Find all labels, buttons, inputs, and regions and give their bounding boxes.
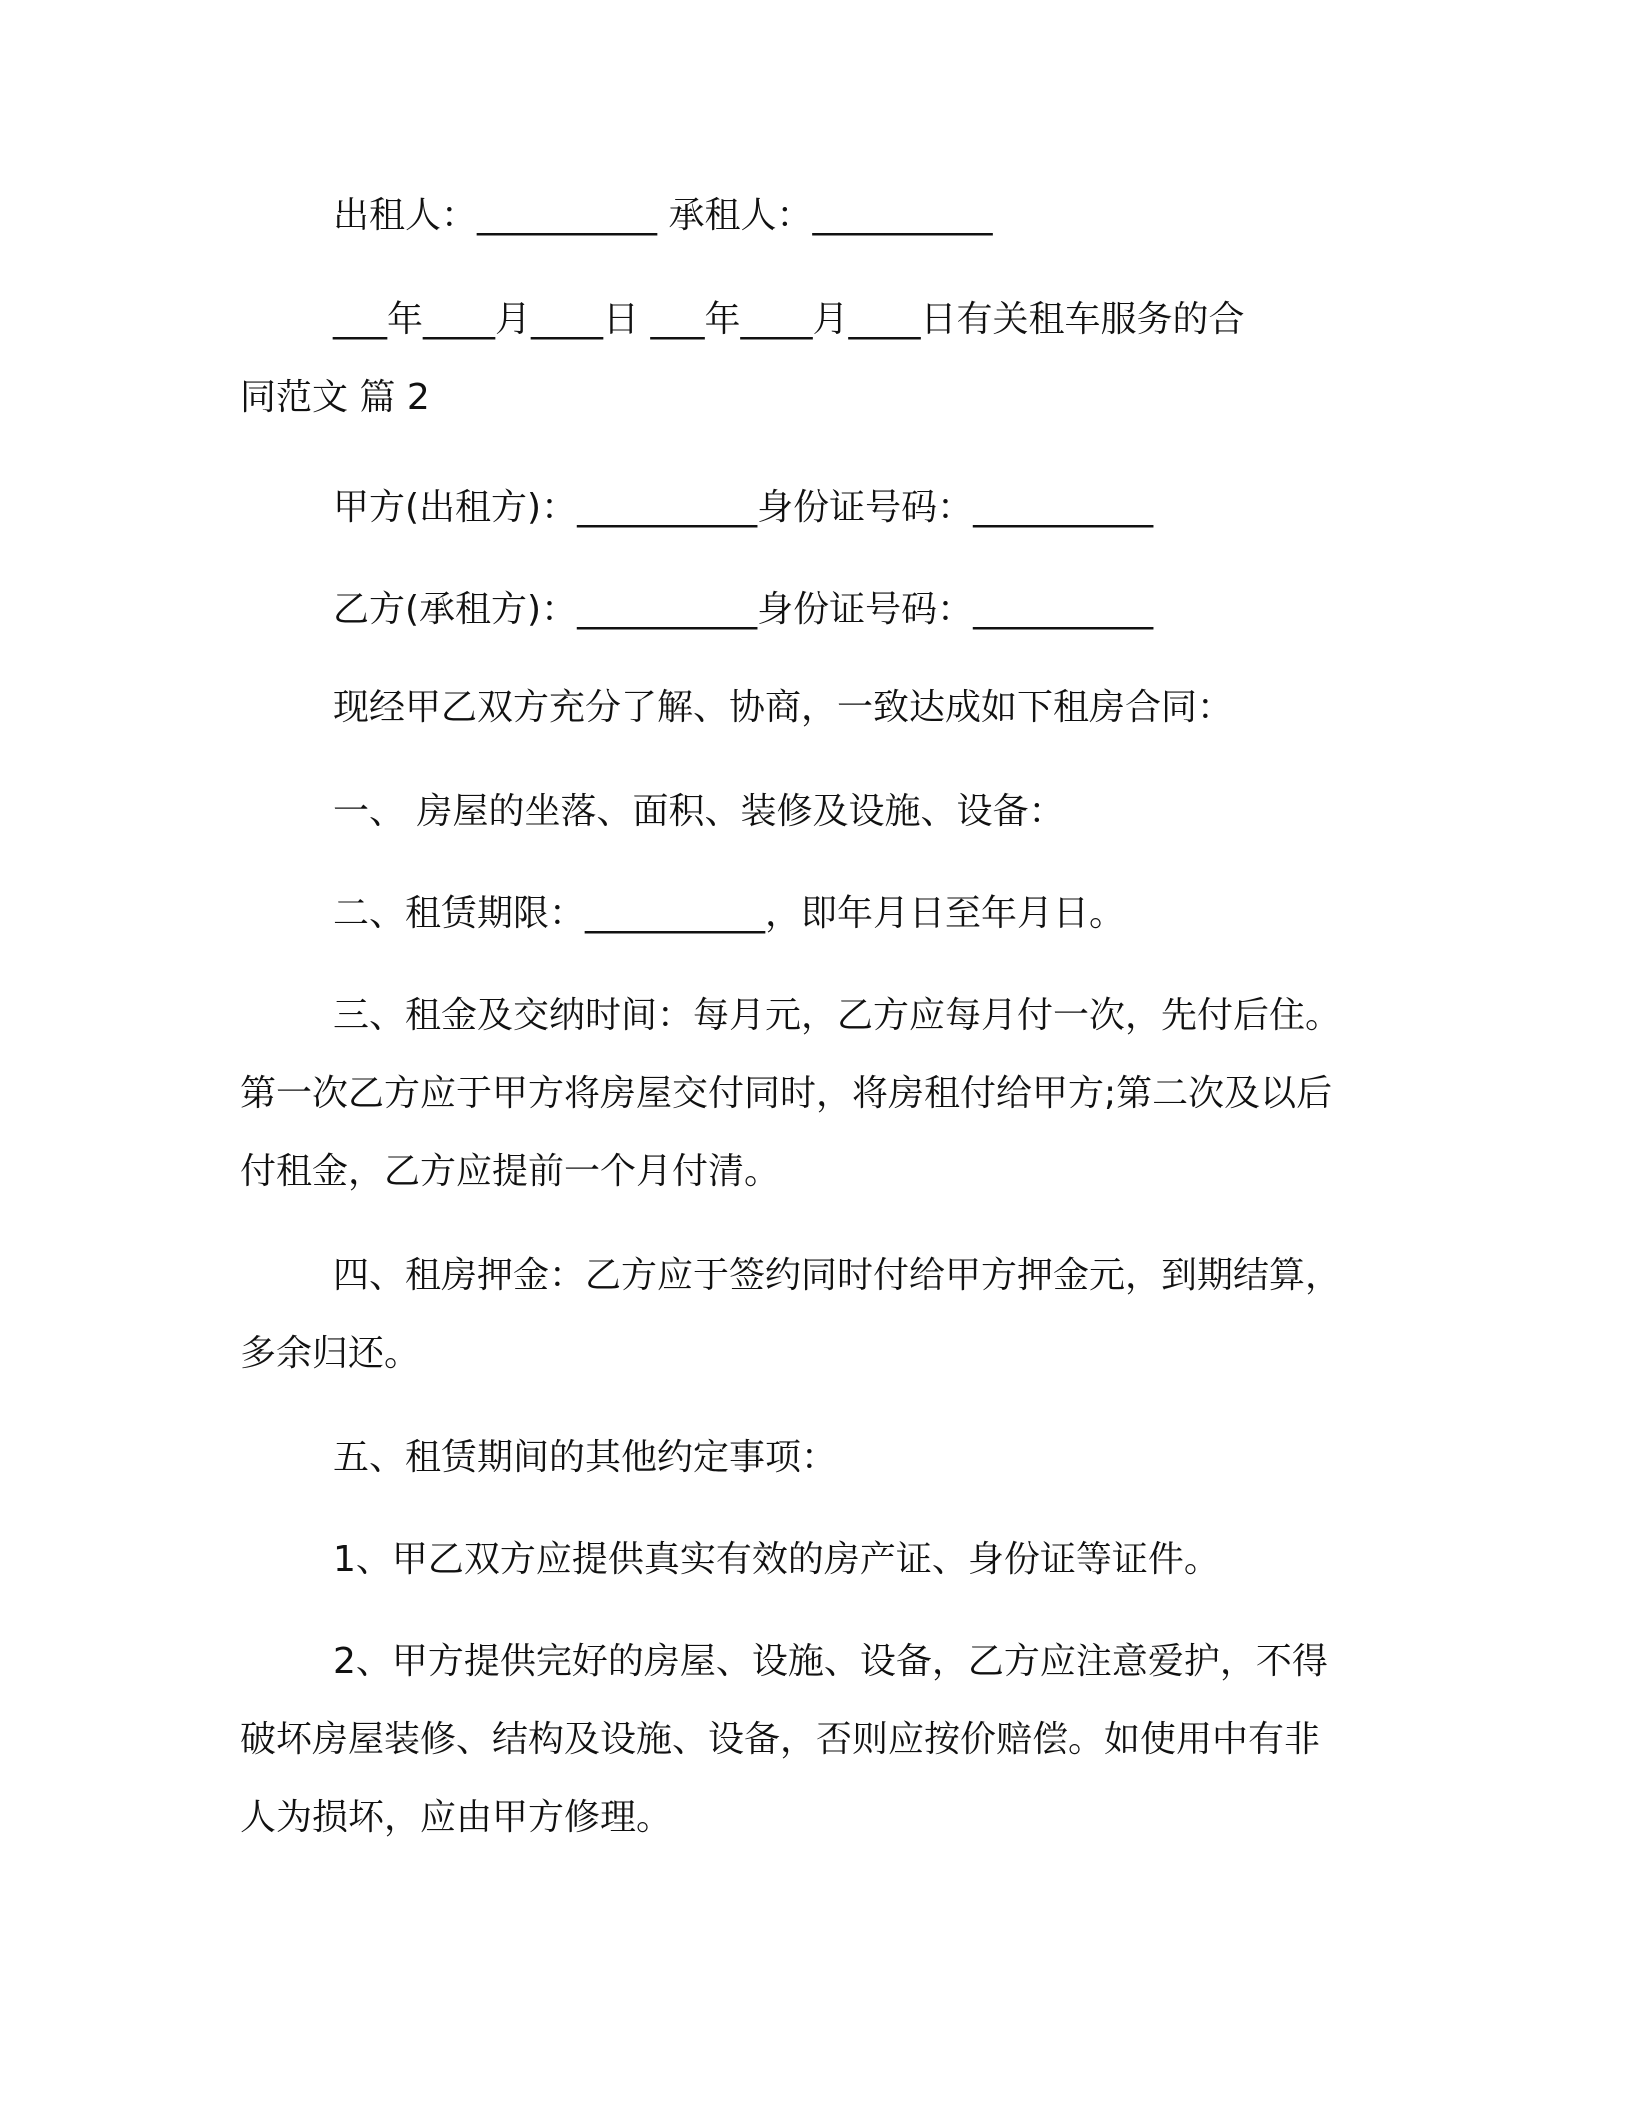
- item-2-line-2: 破坏房屋装修、结构及设施、设备，否则应按价赔偿。如使用中有非: [240, 1719, 1321, 1760]
- clause-5-heading: 五、租赁期间的其他约定事项：: [333, 1437, 838, 1478]
- item-2-line-3: 人为损坏，应由甲方修理。: [240, 1797, 673, 1838]
- party-b-line: 乙方(承租方)：__________身份证号码：__________: [333, 589, 1154, 630]
- intro-paragraph: 现经甲乙双方充分了解、协商，一致达成如下租房合同：: [333, 687, 1234, 728]
- clause-3-line-1: 三、租金及交纳时间：每月元，乙方应每月付一次，先付后住。: [333, 995, 1342, 1036]
- date-line: ___年____月____日 ___年____月____日有关租车服务的合: [333, 299, 1245, 340]
- clause-3-line-2: 第一次乙方应于甲方将房屋交付同时，将房租付给甲方;第二次及以后: [240, 1073, 1333, 1114]
- section-title: 同范文 篇 2: [240, 377, 430, 418]
- item-1: 1、甲乙双方应提供真实有效的房产证、身份证等证件。: [333, 1539, 1220, 1580]
- clause-4-line-2: 多余归还。: [240, 1333, 421, 1374]
- clause-1-heading: 一、 房屋的坐落、面积、装修及设施、设备：: [333, 791, 1065, 832]
- party-a-line: 甲方(出租方)：__________身份证号码：__________: [333, 487, 1154, 528]
- clause-2: 二、租赁期限：__________，即年月日至年月日。: [333, 893, 1126, 934]
- clause-3-line-3: 付租金，乙方应提前一个月付清。: [240, 1151, 781, 1192]
- item-2-line-1: 2、甲方提供完好的房屋、设施、设备，乙方应注意爱护，不得: [333, 1641, 1328, 1682]
- clause-4-line-1: 四、租房押金：乙方应于签约同时付给甲方押金元，到期结算，: [333, 1255, 1342, 1296]
- signature-line: 出租人：__________ 承租人：__________: [333, 195, 993, 236]
